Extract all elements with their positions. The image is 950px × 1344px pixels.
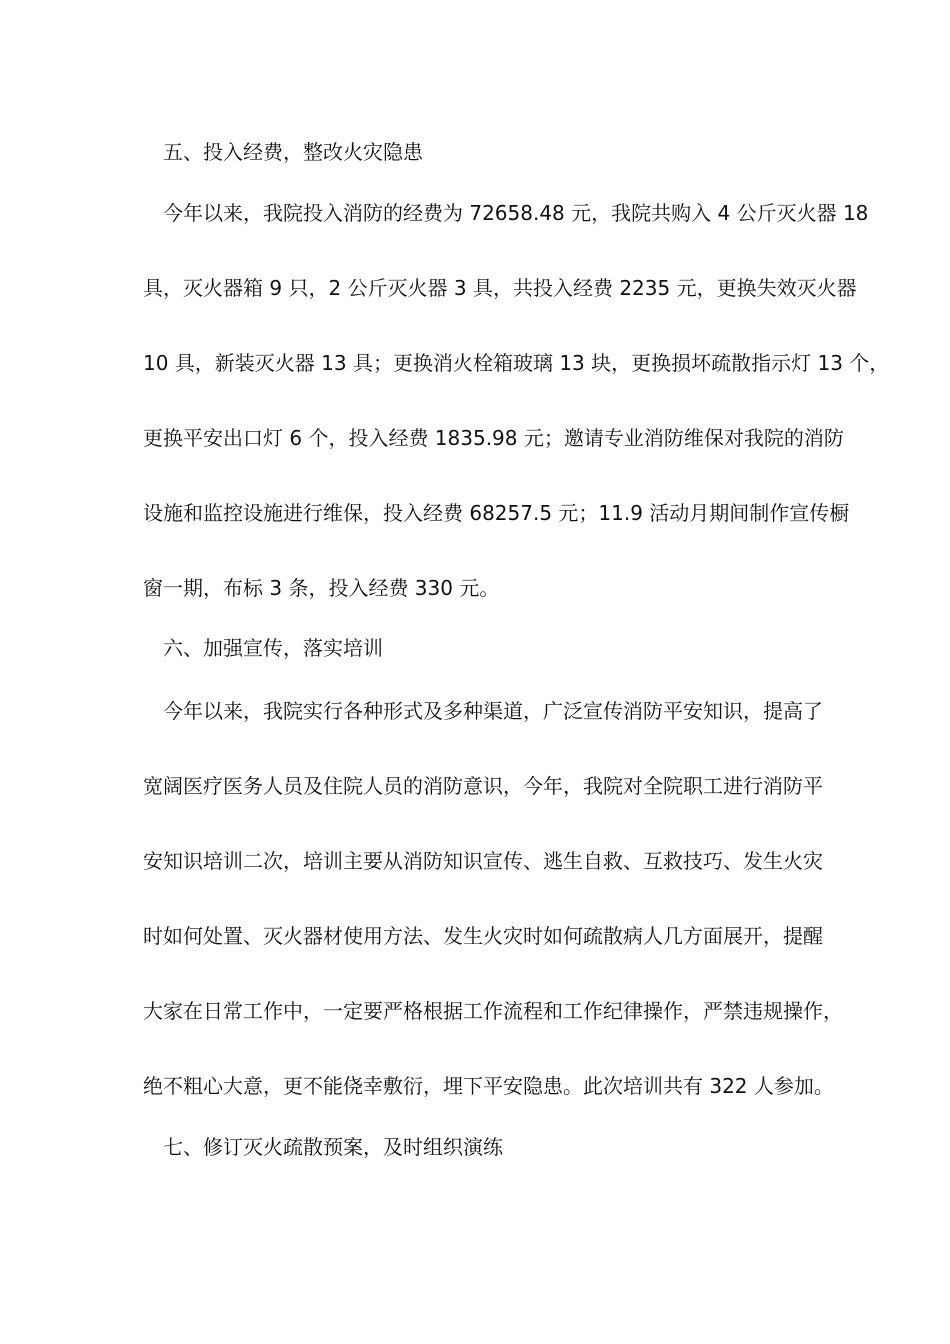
paragraph-line: 设施和监控设施进行维保，投入经费 68257.5 元；11.9 活动月期间制作宣传橱: [143, 501, 850, 525]
paragraph-line: 时如何处置、灭火器材使用方法、发生火灾时如何疏散病人几方面展开，提醒: [143, 924, 823, 948]
section-heading-6: 六、加强宣传，落实培训: [163, 636, 383, 660]
section-heading-5: 五、投入经费，整改火灾隐患: [163, 140, 423, 164]
paragraph-line: 大家在日常工作中，一定要严格根据工作流程和工作纪律操作，严禁违规操作，: [143, 999, 843, 1023]
paragraph-line: 今年以来，我院投入消防的经费为 72658.48 元，我院共购入 4 公斤灭火器 18: [163, 201, 869, 225]
paragraph-line: 今年以来，我院实行各种形式及多种渠道，广泛宣传消防平安知识，提高了: [163, 699, 823, 723]
paragraph-line: 10 具，新装灭火器 13 具；更换消火栓箱玻璃 13 块，更换损坏疏散指示灯 13 个，: [143, 351, 890, 375]
section-heading-7: 七、修订灭火疏散预案，及时组织演练: [163, 1135, 503, 1159]
paragraph-line: 具，灭火器箱 9 只，2 公斤灭火器 3 具，共投入经费 2235 元，更换失效灭火器: [143, 276, 857, 300]
paragraph-line: 宽阔医疗医务人员及住院人员的消防意识，今年，我院对全院职工进行消防平: [143, 774, 823, 798]
paragraph-line: 绝不粗心大意，更不能侥幸敷衍，埋下平安隐患。此次培训共有 322 人参加。: [143, 1074, 834, 1098]
paragraph-line: 安知识培训二次，培训主要从消防知识宣传、逃生自救、互救技巧、发生火灾: [143, 849, 823, 873]
paragraph-line: 窗一期，布标 3 条，投入经费 330 元。: [143, 576, 500, 600]
paragraph-line: 更换平安出口灯 6 个，投入经费 1835.98 元；邀请专业消防维保对我院的消防: [143, 426, 844, 450]
